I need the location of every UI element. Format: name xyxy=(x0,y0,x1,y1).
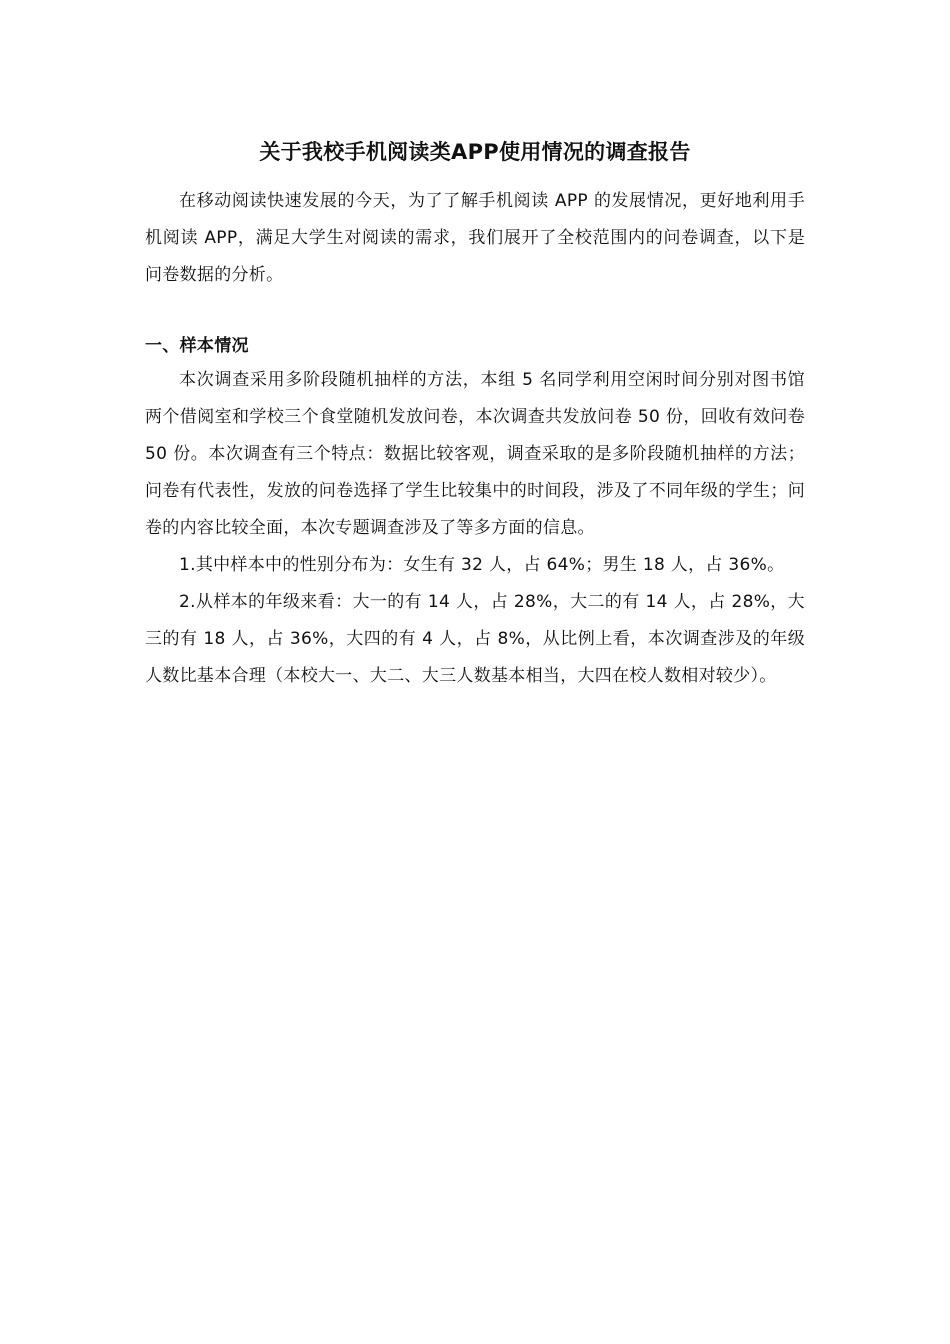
intro-paragraph: 在移动阅读快速发展的今天，为了了解手机阅读 APP 的发展情况，更好地利用手机阅读 APP，满足大学生对阅读的需求，我们展开了全校范围内的问卷调查，以下是问卷数据的分析。 xyxy=(145,191,805,285)
sample-description-paragraph: 本次调查采用多阶段随机抽样的方法，本组 5 名同学利用空闲时间分别对图书馆两个借阅室和学校三个食堂随机发放问卷，本次调查共发放问卷 50 份，回收有效问卷 50 份。本次调查有三个特点：数据比较客观，调查采取的是多阶段随机抽样的方法；问卷有代表性，发放的问卷选择了学生比较集中的时间段，涉及了不同年级的学生；问卷的内容比较全面，本次专题调查涉及了等多方面的信息。 xyxy=(145,370,805,538)
gender-distribution-paragraph: 1.其中样本中的性别分布为：女生有 32 人，占 64%；男生 18 人，占 36%。 xyxy=(179,555,785,575)
grade-distribution-paragraph: 2.从样本的年级来看：大一的有 14 人，占 28%，大二的有 14 人，占 28%，大三的有 18 人，占 36%，大四的有 4 人，占 8%，从比例上看，本次调查涉及的年级人数比基本合理（本校大一、大二、大三人数基本相当，大四在校人数相对较少）。 xyxy=(145,592,805,686)
section-heading-sample: 一、样本情况 xyxy=(145,336,249,356)
document-title: 关于我校手机阅读类APP使用情况的调查报告 xyxy=(259,140,691,164)
document-body xyxy=(145,133,805,695)
